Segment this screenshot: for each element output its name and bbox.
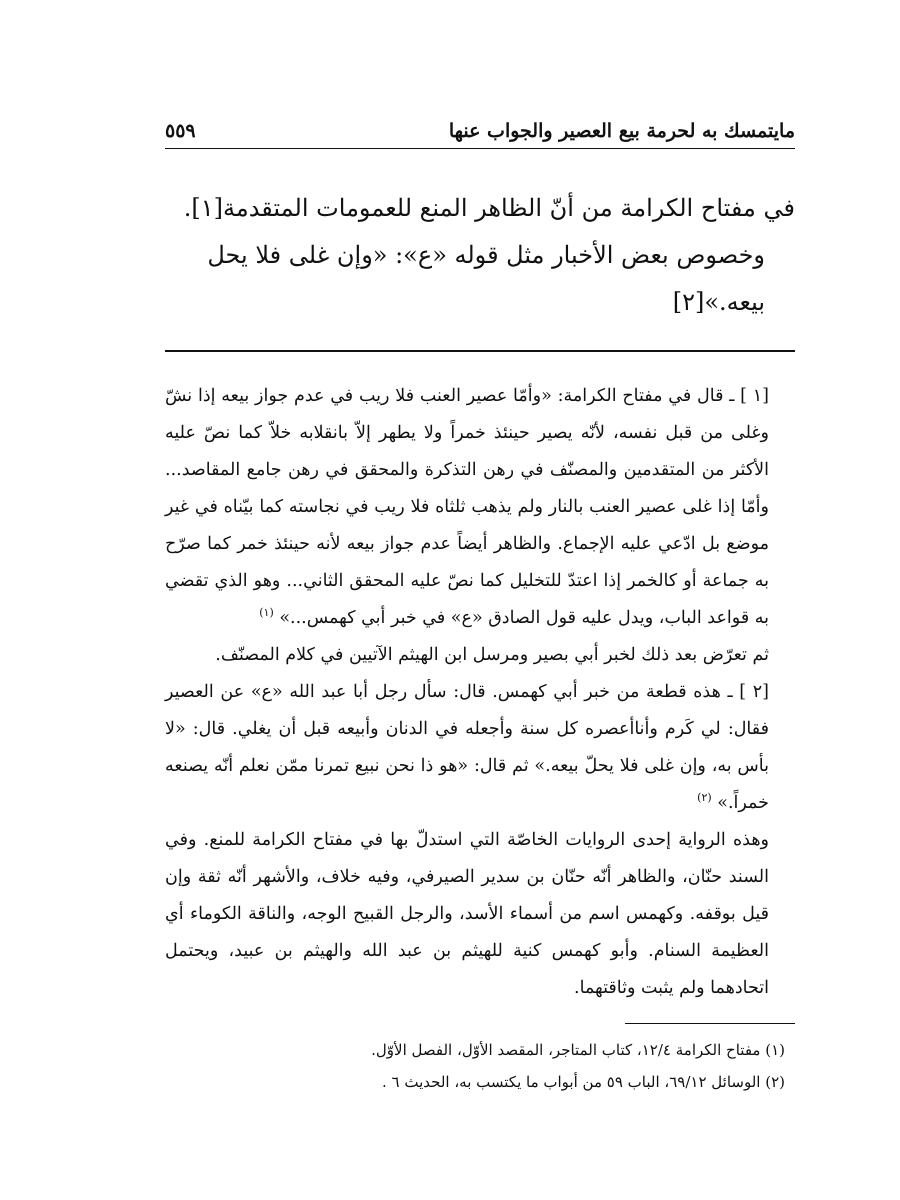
note-paragraph	[165, 378, 795, 637]
footnote-line: (٢) الوسائل ٦٩/١٢، الباب ٥٩ من أبواب ما يكتسب به، الحديث ٦ .	[381, 1073, 785, 1091]
note-text: [٢ ] ـ هذه قطعة من خبر أبي كهمس. قال: سأل رجل أبا عبد الله «ع» عن العصير فقال: لي كَرم وأناأعصره كل سنة وأجعله في الدنان وأبيعه قبل أن يغلي. قال: «لا بأس به، وإن غلى فلا يحلّ بيعه.» ثم قال: «هو ذا نحن نبيع تمرنا ممّن نعلم أنّه يصنعه خمراً.»	[165, 682, 769, 813]
running-title: مايتمسك به لحرمة بيع العصير والجواب عنها	[448, 120, 795, 142]
section-divider	[165, 350, 795, 352]
main-text	[165, 185, 795, 326]
main-text-line: في مفتاح الكرامة من أنّ الظاهر المنع للعمومات المتقدمة[١].	[183, 194, 795, 222]
footnote-divider	[625, 1023, 795, 1024]
note-paragraph: ثم تعرّض بعد ذلك لخبر أبي بصير ومرسل ابن الهيثم الآتيين في كلام المصنّف.	[215, 645, 769, 665]
book-page	[165, 120, 795, 1098]
running-header	[165, 120, 795, 149]
main-text-line: وخصوص بعض الأخبار مثل قوله «ع»: «وإن غلى فلا يحل بيعه.»[٢]	[207, 241, 765, 316]
commentary-notes	[165, 378, 795, 1007]
note-paragraph: وهذه الرواية إحدى الروايات الخاصّة التي استدلّ بها في مفتاح الكرامة للمنع. وفي السند حنّان، والظاهر أنّه حنّان بن سدير الصيرفي، وفيه خلاف، والأشهر أنّه ثقة وإن قيل بوقفه. وكهمس اسم من أسماء الأسد، والرجل القبيح الوجه، والناقة الكوماء أي العظيمة السنام. وأبو كهمس كنية للهيثم بن عبد الله والهيثم بن عبيد، ويحتمل اتحادهما ولم يثبت وثاقتهما.	[165, 830, 769, 998]
note-paragraph	[165, 674, 795, 822]
footnote-line: (١) مفتاح الكرامة ١٢/٤، كتاب المتاجر، المقصد الأوّل، الفصل الأوّل.	[371, 1041, 785, 1059]
footnote-marker: (١)	[259, 606, 274, 620]
footnote-marker: (٢)	[697, 791, 712, 805]
note-text: [١ ] ـ قال في مفتاح الكرامة: «وأمّا عصير العنب فلا ريب في عدم جواز بيعه إذا نشّ وغلى من قبل نفسه، لأنّه يصير حينئذ خمراً ولا يطهر إلاّ بانقلابه خلاّ كما نصّ عليه الأكثر من المتقدمين والمصنّف في رهن التذكرة والمحقق في رهن جامع المقاصد... وأمّا إذا غلى عصير العنب بالنار ولم يذهب ثلثاه فلا ريب في نجاسته كما بيّناه في غير موضع بل ادّعي عليه الإجماع. والظاهر أيضاً عدم جواز بيعه لأنه حينئذ خمر كما صرّح به جماعة أو كالخمر إذا اعتدّ للتخليل كما نصّ عليه المحقق الثاني... وهو الذي تقضي به قواعد الباب، ويدل عليه قول الصادق «ع» في خبر أبي كهمس...»	[165, 386, 769, 628]
page-number: ٥٥٩	[165, 120, 196, 142]
footnotes	[165, 1034, 795, 1098]
